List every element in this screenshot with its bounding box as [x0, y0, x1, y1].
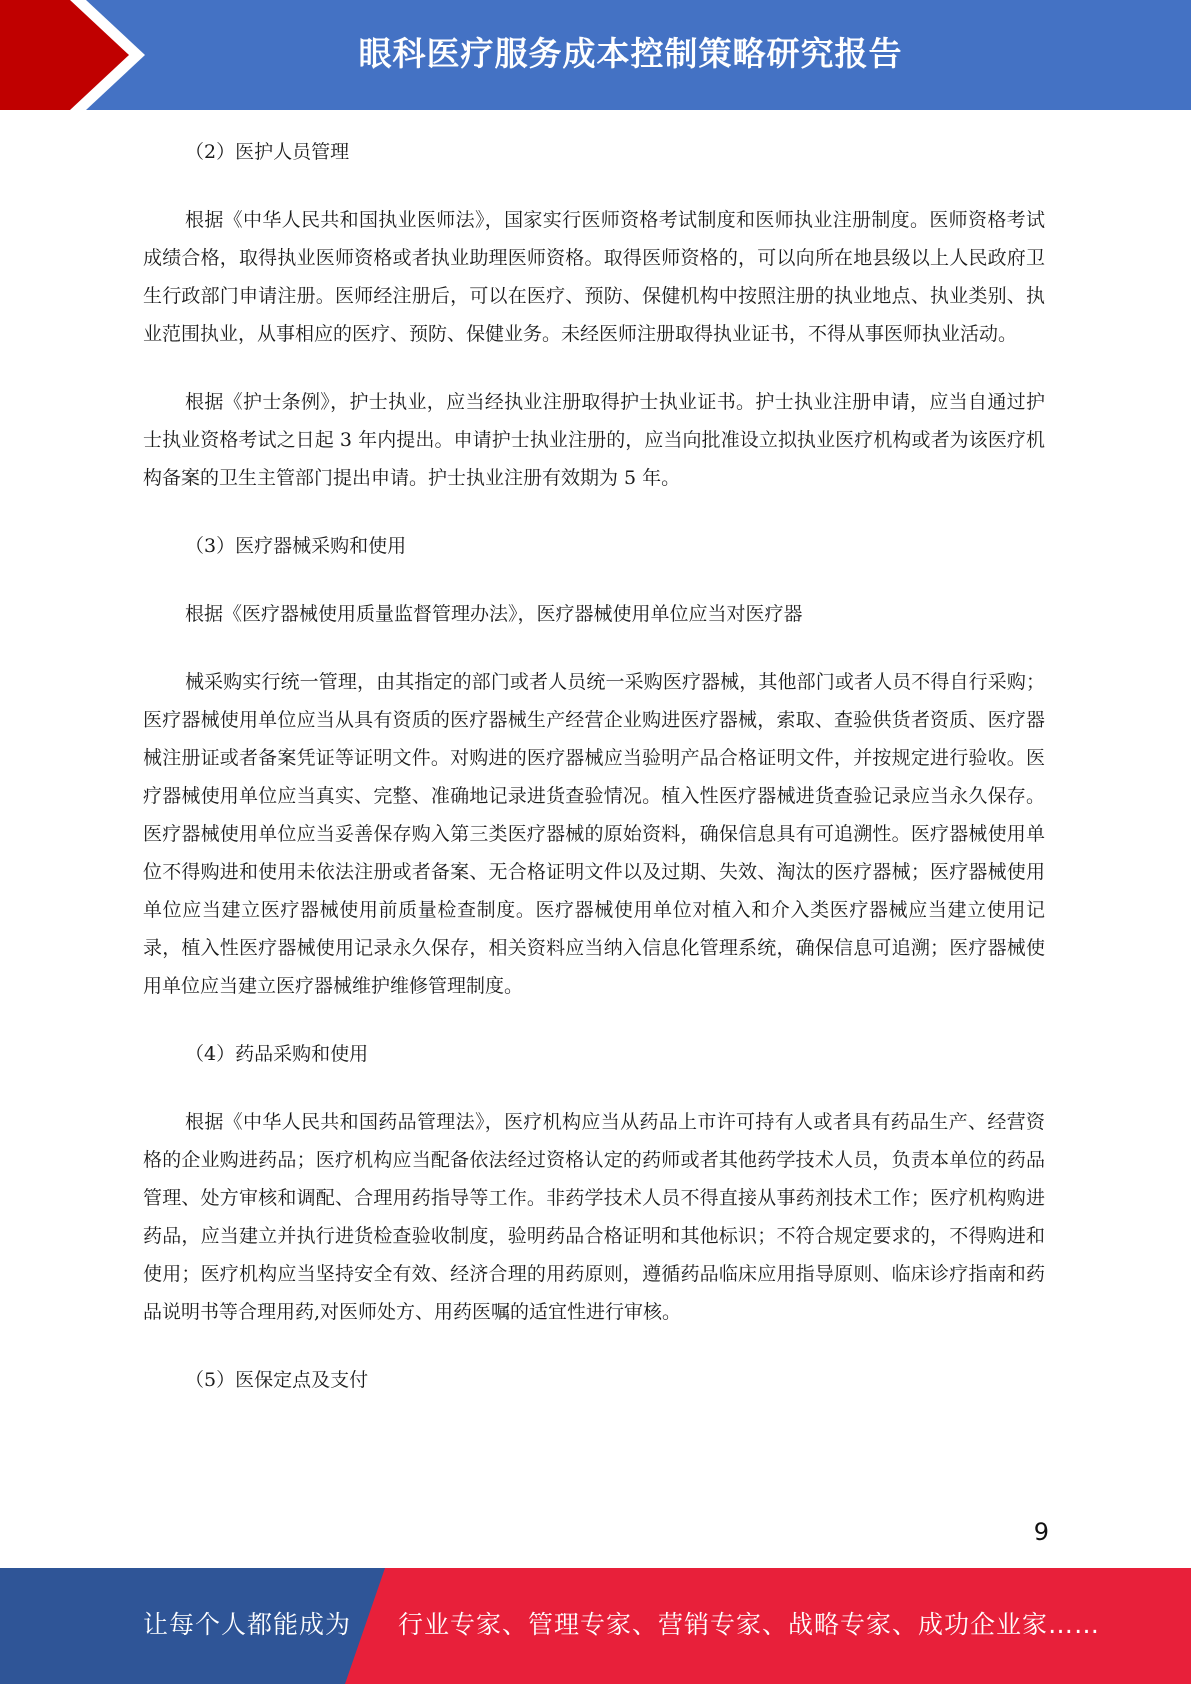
header-arrow-decoration: [0, 0, 160, 110]
section-heading-3: （3）医疗器械采购和使用: [185, 535, 407, 557]
document-body: [143, 133, 1045, 1429]
header-band: [0, 0, 1191, 110]
report-title: 眼科医疗服务成本控制策略研究报告: [358, 34, 903, 73]
paragraph: 根据《中华人民共和国执业医师法》，国家实行医师资格考试制度和医师执业注册制度。医师资格考试成绩合格，取得执业医师资格或者执业助理医师资格。取得医师资格的，可以向所在地县级以上人民政府卫生行政部门申请注册。医师经注册后，可以在医疗、预防、保健机构中按照注册的执业地点、执业类别、执业范围执业，从事相应的医疗、预防、保健业务。未经医师注册取得执业证书，不得从事医师执业活动。: [143, 209, 1045, 345]
footer-band: [0, 1568, 1191, 1684]
paragraph: 根据《护士条例》，护士执业，应当经执业注册取得护士执业证书。护士执业注册申请，应当自通过护士执业资格考试之日起 3 年内提出。申请护士执业注册的，应当向批准设立拟执业医疗机构或者为该医疗机构备案的卫生主管部门提出申请。护士执业注册有效期为 5 年。: [143, 391, 1045, 489]
section-heading-5: （5）医保定点及支付: [185, 1369, 369, 1391]
paragraph: 械采购实行统一管理，由其指定的部门或者人员统一采购医疗器械，其他部门或者人员不得自行采购；医疗器械使用单位应当从具有资质的医疗器械生产经营企业购进医疗器械，索取、查验供货者资质、医疗器械注册证或者备案凭证等证明文件。对购进的医疗器械应当验明产品合格证明文件，并按规定进行验收。医疗器械使用单位应当真实、完整、准确地记录进货查验情况。植入性医疗器械进货查验记录应当永久保存。医疗器械使用单位应当妥善保存购入第三类医疗器械的原始资料，确保信息具有可追溯性。医疗器械使用单位不得购进和使用未依法注册或者备案、无合格证明文件以及过期、失效、淘汰的医疗器械；医疗器械使用单位应当建立医疗器械使用前质量检查制度。医疗器械使用单位对植入和介入类医疗器械应当建立使用记录，植入性医疗器械使用记录永久保存，相关资料应当纳入信息化管理系统，确保信息可追溯；医疗器械使用单位应当建立医疗器械维护维修管理制度。: [143, 671, 1045, 997]
page-number: 9: [1033, 1518, 1049, 1546]
paragraph: 根据《中华人民共和国药品管理法》，医疗机构应当从药品上市许可持有人或者具有药品生产、经营资格的企业购进药品；医疗机构应当配备依法经过资格认定的药师或者其他药学技术人员，负责本单位的药品管理、处方审核和调配、合理用药指导等工作。非药学技术人员不得直接从事药剂技术工作；医疗机构购进药品，应当建立并执行进货检查验收制度，验明药品合格证明和其他标识；不符合规定要求的，不得购进和使用；医疗机构应当坚持安全有效、经济合理的用药原则，遵循药品临床应用指导原则、临床诊疗指南和药品说明书等合理用药,对医师处方、用药医嘱的适宜性进行审核。: [143, 1111, 1045, 1323]
section-heading-2: （2）医护人员管理: [185, 141, 350, 163]
paragraph: 根据《医疗器械使用质量监督管理办法》，医疗器械使用单位应当对医疗器: [185, 603, 803, 625]
footer-slogan-left: 让每个人都能成为: [143, 1610, 352, 1639]
footer-slogan-right: 行业专家、管理专家、营销专家、战略专家、成功企业家……: [398, 1610, 1101, 1639]
section-heading-4: （4）药品采购和使用: [185, 1043, 369, 1065]
